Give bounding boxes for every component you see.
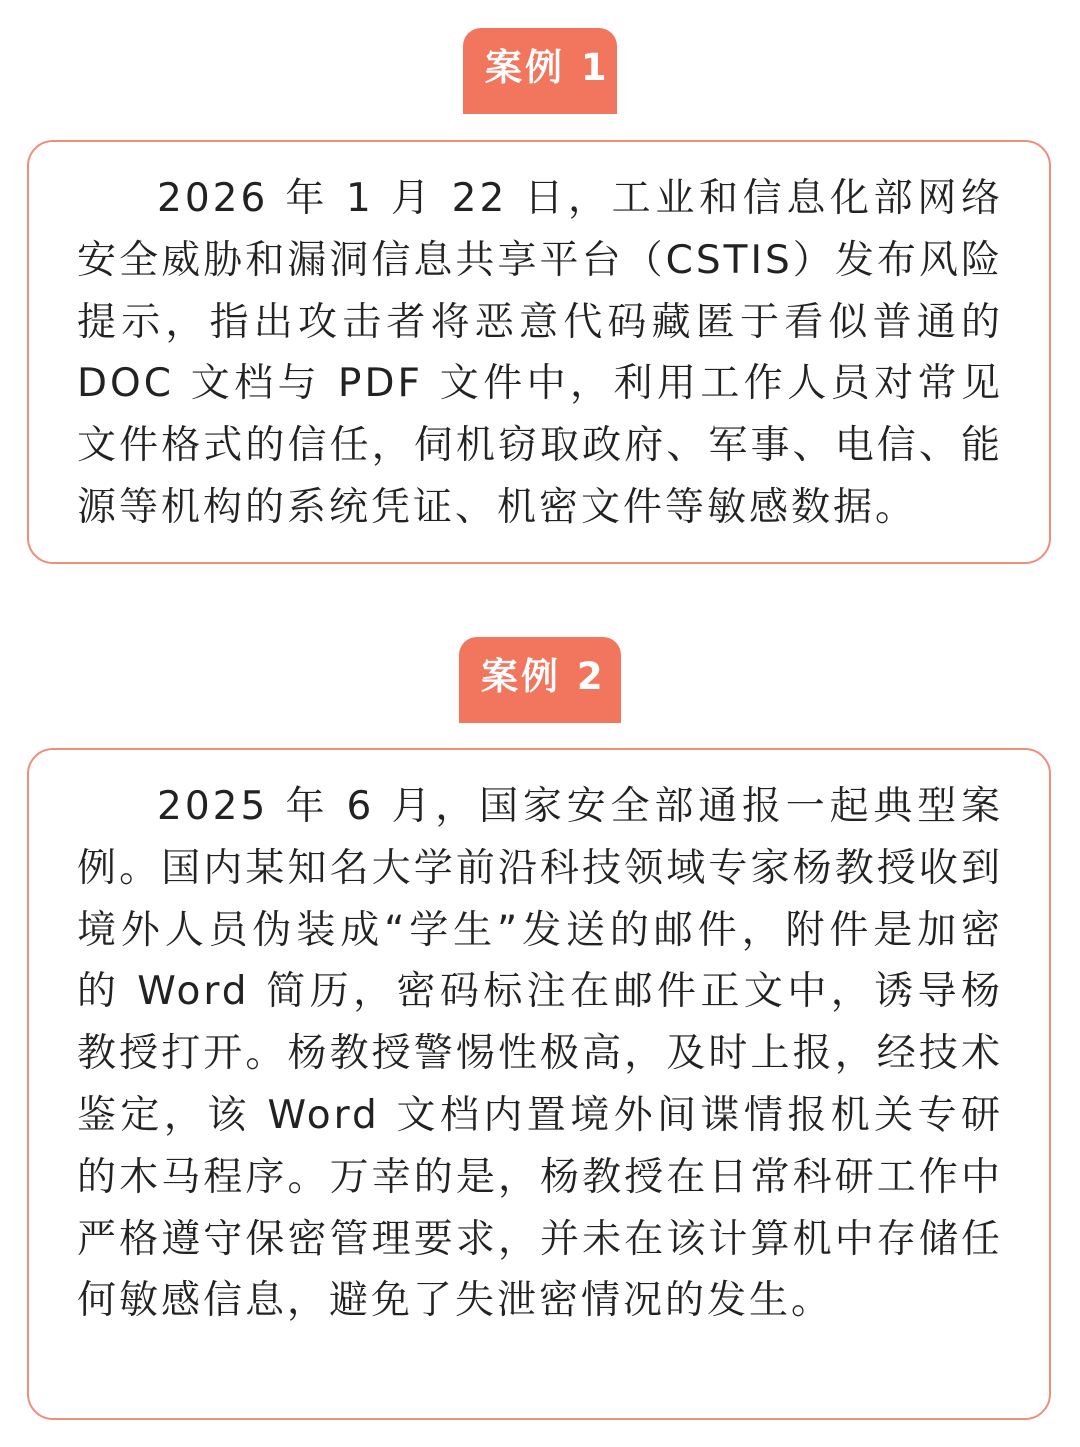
case-1-body: 2026 年 1 月 22 日，工业和信息化部网络安全威胁和漏洞信息共享平台（CSTIS）发布风险提示，指出攻击者将恶意代码藏匿于看似普通的 DOC 文档与 PDF 文件中，利用工作人员对常见文件格式的信任，伺机窃取政府、军事、电信、能源等机构的系统凭证、机密文件等敏感数据。	[77, 176, 1003, 530]
case-2-body: 2025 年 6 月，国家安全部通报一起典型案例。国内某知名大学前沿科技领域专家杨教授收到境外人员伪装成“学生”发送的邮件，附件是加密的 Word 简历，密码标注在邮件正文中，诱导杨教授打开。杨教授警惕性极高，及时上报，经技术鉴定，该 Word 文档内置境外间谍情报机关专研的木马程序。万幸的是，杨教授在日常科研工作中严格遵守保密管理要求，并未在该计算机中存储任何敏感信息，避免了失泄密情况的发生。	[77, 784, 1003, 1324]
case-1-tab: 案例 1	[463, 28, 617, 114]
case-2-card	[27, 748, 1051, 1420]
case-2-tab: 案例 2	[459, 637, 621, 723]
case-1-card	[27, 140, 1051, 564]
